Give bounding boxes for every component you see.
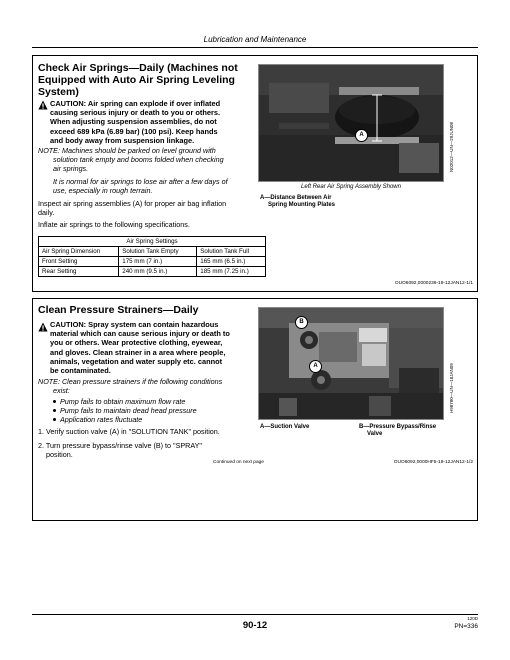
section-title: Clean Pressure Strainers—Daily: [38, 304, 199, 316]
title-line: Equipped with Auto Air Spring Leveling: [38, 74, 235, 86]
note-block: [38, 146, 268, 173]
inspect-text: [38, 199, 273, 217]
header-rule: [32, 47, 478, 48]
caution-line: and body away from suspension linkage.: [50, 135, 195, 145]
condition-list: [53, 397, 268, 424]
step-line: 2. Turn pressure bypass/rinse valve (B) to "SPRAY": [38, 441, 202, 450]
caution-line: and gloves. Clean strainer in a area where people,: [50, 347, 226, 357]
table-header: Air Spring Dimension: [39, 247, 119, 257]
table-title: Air Spring Settings: [39, 237, 266, 247]
caution-block: [50, 320, 275, 375]
strainer-valves-illustration: [259, 308, 444, 420]
note-block-2: [53, 177, 275, 195]
callout-a: A: [309, 360, 322, 373]
caution-line: you or others. Wear protective clothing, eyewear,: [50, 338, 223, 348]
step-2: [38, 441, 273, 459]
body-line: daily.: [38, 208, 55, 217]
footer-rule: [32, 614, 478, 615]
table-cell: 175 mm (7 in.): [119, 257, 197, 267]
list-item: [53, 415, 268, 424]
title-line: Check Air Springs—Daily (Machines not: [38, 62, 238, 74]
label-line: A—Distance Between Air: [260, 195, 332, 201]
table-cell: Rear Setting: [39, 267, 119, 277]
table-cell: Front Setting: [39, 257, 119, 267]
list-item-text: Pump fails to maintain dead head pressure: [60, 406, 197, 415]
reference-code: OUO6092,0000HF5-19-12JAN12-1/2: [393, 460, 473, 465]
caution-line: CAUTION: Spray system can contain hazardous: [50, 320, 219, 329]
list-item: [53, 397, 268, 406]
label-line: Valve: [367, 431, 383, 437]
list-item-text: Application rates fluctuate: [60, 415, 143, 424]
photo-caption: Left Rear Air Spring Assembly Shown: [301, 184, 401, 190]
step-1: 1. Verify suction valve (A) in "SOLUTION TANK" position.: [38, 427, 220, 436]
section-title: [38, 62, 268, 98]
air-spring-settings-table: [38, 236, 266, 277]
label-line: Spring Mounting Plates: [268, 202, 335, 208]
table-cell: 165 mm (6.5 in.): [197, 257, 266, 267]
caution-line: exceed 689 kPa (6.89 bar) (100 psi). Keep hands: [50, 126, 218, 136]
label-a: A—Suction Valve: [260, 424, 310, 430]
bullet-icon: [53, 418, 56, 421]
table-row: [39, 267, 266, 277]
footer-pn: PN=336: [454, 623, 478, 630]
note-line: It is normal for air springs to lose air after a few days of: [53, 177, 228, 186]
warning-icon: [38, 100, 48, 110]
label-line: B—Pressure Bypass/Rinse: [359, 424, 437, 430]
note-line: NOTE: Machines should be parked on level ground with: [38, 146, 216, 155]
note-line: exist:: [53, 386, 70, 395]
list-item-text: Pump fails to obtain maximum flow rate: [60, 397, 186, 406]
callout-a: A: [355, 129, 368, 142]
inflate-text: Inflate air springs to the following specifications.: [38, 220, 190, 229]
caution-block: [50, 99, 275, 145]
footer-code: 120D: [467, 616, 478, 621]
callout-b: B: [295, 316, 308, 329]
caution-line: animals, vegetation and water supply etc. cannot: [50, 356, 223, 366]
step-line: position.: [46, 450, 73, 459]
air-spring-illustration: [259, 65, 444, 182]
label-a: [260, 195, 440, 209]
list-item: [53, 406, 268, 415]
photo-code: H98780—UN—18JAN09: [449, 363, 454, 413]
caution-line: CAUTION: Air spring can explode if over inflated: [50, 99, 221, 108]
section-clean-pressure-strainers: [32, 298, 478, 521]
note-line: air springs.: [53, 164, 89, 173]
caution-line: When adjusting suspension assemblies, do not: [50, 117, 217, 127]
caution-line: material which can cause serious injury or death to: [50, 329, 230, 339]
bullet-icon: [53, 400, 56, 403]
label-b: [359, 424, 449, 438]
table-cell: 185 mm (7.25 in.): [197, 267, 266, 277]
bullet-icon: [53, 409, 56, 412]
table-row: [39, 257, 266, 267]
note-line: NOTE: Clean pressure strainers if the following conditions: [38, 377, 223, 386]
continued-note: Continued on next page: [213, 460, 264, 465]
photo-code: N02012—UN—29JUN08: [449, 121, 454, 172]
table-header: Solution Tank Full: [197, 247, 266, 257]
table-header: Solution Tank Empty: [119, 247, 197, 257]
caution-line: causing serious injury or death to you or others.: [50, 108, 221, 118]
note-line: use, especially in rough terrain.: [53, 186, 153, 195]
table-title-row: [39, 237, 266, 247]
air-spring-photo: [258, 64, 444, 182]
table-header-row: [39, 247, 266, 257]
reference-code: OUO6092,0000236-19-12JAN12-1/1: [394, 281, 473, 286]
caution-line: be contaminated.: [50, 366, 111, 376]
title-line: System): [38, 86, 79, 98]
note-line: solution tank empty and booms folded when checking: [53, 155, 224, 164]
table-cell: 240 mm (9.5 in.): [119, 267, 197, 277]
running-header: Lubrication and Maintenance: [203, 35, 307, 44]
strainer-valves-photo: [258, 307, 444, 420]
section-check-air-springs: [32, 55, 478, 292]
page-number: 90-12: [242, 620, 268, 631]
note-block: [38, 377, 273, 395]
body-line: Inspect air spring assemblies (A) for proper air bag inflation: [38, 199, 227, 208]
warning-icon: [38, 322, 48, 332]
